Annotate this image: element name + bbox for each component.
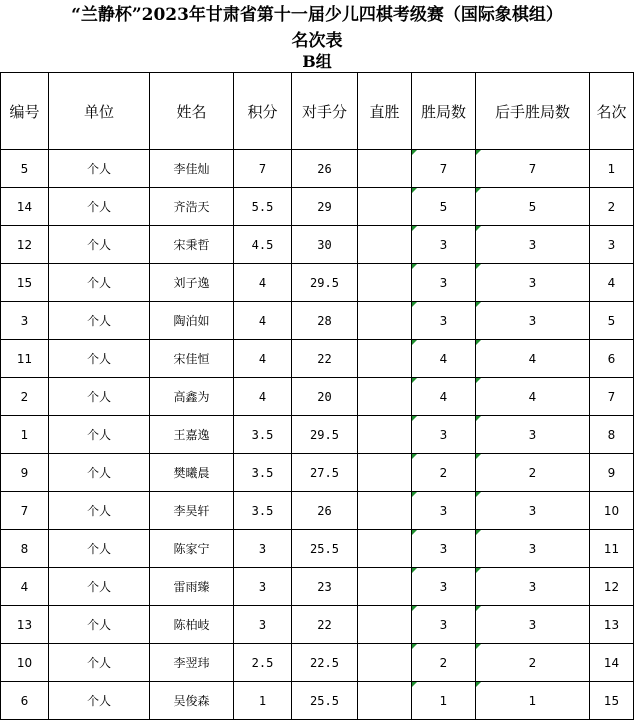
opponent-score-cell: 29.5 [292,416,358,454]
opponent-score-cell: 29.5 [292,264,358,302]
black-wins-cell: 3 [476,416,590,454]
points-cell: 3.5 [234,416,292,454]
table-row [1,226,634,264]
table-row [1,340,634,378]
id-cell: 2 [1,378,49,416]
points-cell: 3 [234,568,292,606]
name-cell: 陶泊如 [150,302,234,340]
table-row [1,606,634,644]
points-cell: 4 [234,378,292,416]
direct-win-cell [358,378,412,416]
opponent-score-cell: 22 [292,340,358,378]
id-cell: 15 [1,264,49,302]
direct-win-cell [358,340,412,378]
unit-cell: 个人 [49,264,150,302]
id-cell: 12 [1,226,49,264]
rank-cell: 8 [590,416,634,454]
wins-cell: 7 [412,150,476,188]
page-title: “兰静杯”2023年甘肃省第十一届少儿四棋考级赛（国际象棋组） [71,5,563,25]
direct-win-cell [358,568,412,606]
id-cell: 7 [1,492,49,530]
rank-cell: 4 [590,264,634,302]
black-wins-cell: 3 [476,264,590,302]
rank-cell: 7 [590,378,634,416]
name-cell: 刘子逸 [150,264,234,302]
points-cell: 4 [234,264,292,302]
opponent-score-cell: 22.5 [292,644,358,682]
unit-cell: 个人 [49,644,150,682]
unit-cell: 个人 [49,568,150,606]
page-subtitle: 名次表 [291,31,343,51]
rank-cell: 10 [590,492,634,530]
wins-cell: 3 [412,606,476,644]
id-cell: 13 [1,606,49,644]
direct-win-cell [358,302,412,340]
opponent-score-cell: 20 [292,378,358,416]
id-cell: 3 [1,302,49,340]
ranking-table [0,72,634,720]
opponent-score-cell: 25.5 [292,682,358,720]
points-cell: 3 [234,606,292,644]
id-cell: 4 [1,568,49,606]
black-wins-cell: 3 [476,302,590,340]
rank-cell: 9 [590,454,634,492]
direct-win-cell [358,606,412,644]
table-row [1,454,634,492]
name-cell: 宋秉哲 [150,226,234,264]
table-row [1,530,634,568]
points-cell: 4.5 [234,226,292,264]
wins-cell: 3 [412,568,476,606]
opponent-score-cell: 29 [292,188,358,226]
unit-cell: 个人 [49,454,150,492]
opponent-score-cell: 27.5 [292,454,358,492]
black-wins-cell: 7 [476,150,590,188]
id-cell: 5 [1,150,49,188]
name-cell: 李昊轩 [150,492,234,530]
wins-cell: 1 [412,682,476,720]
name-cell: 宋佳恒 [150,340,234,378]
points-cell: 7 [234,150,292,188]
column-header-unit: 单位 [49,73,150,150]
id-cell: 8 [1,530,49,568]
opponent-score-cell: 22 [292,606,358,644]
direct-win-cell [358,226,412,264]
name-cell: 陈柏岐 [150,606,234,644]
black-wins-cell: 2 [476,644,590,682]
points-cell: 3 [234,530,292,568]
column-header-rank: 名次 [590,73,634,150]
black-wins-cell: 4 [476,378,590,416]
id-cell: 1 [1,416,49,454]
column-header-direct-win: 直胜 [358,73,412,150]
black-wins-cell: 3 [476,492,590,530]
wins-cell: 3 [412,264,476,302]
direct-win-cell [358,682,412,720]
column-header-black-wins: 后手胜局数 [476,73,590,150]
wins-cell: 2 [412,644,476,682]
table-row [1,188,634,226]
table-row [1,302,634,340]
points-cell: 1 [234,682,292,720]
unit-cell: 个人 [49,530,150,568]
column-header-points: 积分 [234,73,292,150]
unit-cell: 个人 [49,606,150,644]
direct-win-cell [358,416,412,454]
points-cell: 4 [234,302,292,340]
table-row [1,644,634,682]
unit-cell: 个人 [49,416,150,454]
table-row [1,568,634,606]
rank-cell: 5 [590,302,634,340]
black-wins-cell: 1 [476,682,590,720]
points-cell: 2.5 [234,644,292,682]
rank-cell: 3 [590,226,634,264]
unit-cell: 个人 [49,378,150,416]
rank-cell: 12 [590,568,634,606]
direct-win-cell [358,264,412,302]
table-row [1,264,634,302]
id-cell: 9 [1,454,49,492]
points-cell: 3.5 [234,454,292,492]
points-cell: 5.5 [234,188,292,226]
wins-cell: 3 [412,492,476,530]
unit-cell: 个人 [49,302,150,340]
table-row [1,416,634,454]
table-row [1,150,634,188]
black-wins-cell: 3 [476,530,590,568]
direct-win-cell [358,150,412,188]
unit-cell: 个人 [49,340,150,378]
id-cell: 10 [1,644,49,682]
rank-cell: 2 [590,188,634,226]
name-cell: 陈家宁 [150,530,234,568]
name-cell: 吴俊森 [150,682,234,720]
black-wins-cell: 2 [476,454,590,492]
rank-cell: 13 [590,606,634,644]
name-cell: 高鑫为 [150,378,234,416]
table-row [1,492,634,530]
opponent-score-cell: 25.5 [292,530,358,568]
rank-cell: 11 [590,530,634,568]
direct-win-cell [358,188,412,226]
name-cell: 李翌玮 [150,644,234,682]
unit-cell: 个人 [49,226,150,264]
wins-cell: 3 [412,226,476,264]
opponent-score-cell: 28 [292,302,358,340]
rank-cell: 15 [590,682,634,720]
wins-cell: 4 [412,378,476,416]
rank-cell: 1 [590,150,634,188]
unit-cell: 个人 [49,682,150,720]
direct-win-cell [358,644,412,682]
wins-cell: 3 [412,530,476,568]
unit-cell: 个人 [49,150,150,188]
id-cell: 11 [1,340,49,378]
name-cell: 樊曦晨 [150,454,234,492]
black-wins-cell: 3 [476,568,590,606]
points-cell: 3.5 [234,492,292,530]
unit-cell: 个人 [49,492,150,530]
black-wins-cell: 3 [476,606,590,644]
rank-cell: 6 [590,340,634,378]
opponent-score-cell: 23 [292,568,358,606]
column-header-opponent-score: 对手分 [292,73,358,150]
direct-win-cell [358,492,412,530]
wins-cell: 3 [412,302,476,340]
column-header-name: 姓名 [150,73,234,150]
name-cell: 王嘉逸 [150,416,234,454]
opponent-score-cell: 26 [292,492,358,530]
black-wins-cell: 4 [476,340,590,378]
id-cell: 6 [1,682,49,720]
column-header-id: 编号 [1,73,49,150]
table-row [1,378,634,416]
id-cell: 14 [1,188,49,226]
name-cell: 齐浩天 [150,188,234,226]
name-cell: 雷雨臻 [150,568,234,606]
direct-win-cell [358,530,412,568]
wins-cell: 2 [412,454,476,492]
group-label: B组 [302,52,332,71]
name-cell: 李佳灿 [150,150,234,188]
header-row [1,73,634,150]
points-cell: 4 [234,340,292,378]
rank-cell: 14 [590,644,634,682]
opponent-score-cell: 30 [292,226,358,264]
wins-cell: 3 [412,416,476,454]
column-header-wins: 胜局数 [412,73,476,150]
black-wins-cell: 5 [476,188,590,226]
opponent-score-cell: 26 [292,150,358,188]
wins-cell: 5 [412,188,476,226]
direct-win-cell [358,454,412,492]
wins-cell: 4 [412,340,476,378]
table-row [1,682,634,720]
unit-cell: 个人 [49,188,150,226]
black-wins-cell: 3 [476,226,590,264]
